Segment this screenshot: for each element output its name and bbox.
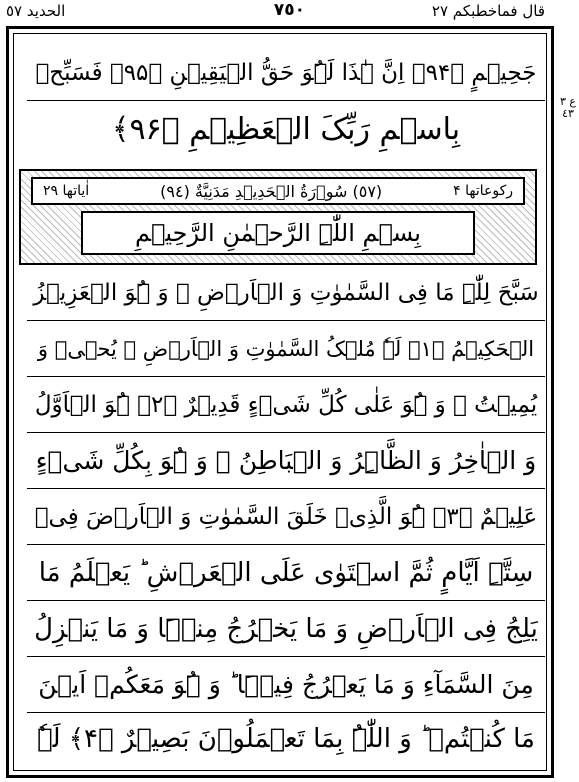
text-line: بِاسۡمِ رَبِّکَ الۡعَظِیۡمِ ﴿۹۶﴾ [111,111,461,147]
ayat-count: اٰیاتھا ۲۹ [43,183,90,199]
surah-reference: الحديد ٥٧ [6,2,66,20]
text-line: مَا کُنۡتُمۡ ؕ وَ اللّٰہُ بِمَا تَعۡمَلُوۡنَ بَصِیۡرٌ ﴿۴﴾ لَہٗ [37,724,535,754]
page-number: ٧٥٠ [273,0,306,20]
surah-name: (٥٧) سُوۡرَةُ الۡحَدِیۡدِ مَدَنِیَّةٌ (٩٤) [160,181,383,201]
bismillah: بِسۡمِ اللّٰہِ الرَّحۡمٰنِ الرَّحِیۡمِ [81,211,475,255]
ruku-margin-note: ع ٣ ٤٣ [560,95,576,120]
page-frame [6,26,554,778]
ruku-count: رکوعاتھا ۴ [453,183,513,199]
text-line: یَلِجُ فِی الۡاَرۡضِ وَ مَا یَخۡرُجُ مِنۡہَا وَ مَا یَنۡزِلُ [27,601,545,657]
page-header [0,0,579,22]
text-line: الۡحَکِیۡمُ ﴿۱﴾ لَہٗ مُلۡکُ السَّمٰوٰتِ وَ الۡاَرۡضِ ۚ یُحۡیٖ وَ [27,321,545,377]
text-line: سَبَّحَ لِلّٰہِ مَا فِی السَّمٰوٰتِ وَ الۡاَرۡضِ ۚ وَ ہُوَ الۡعَزِیۡزُ [27,265,545,321]
surah-title-bar [31,177,525,205]
text-line: جَحِیۡمٍ ﴿۹۴﴾ اِنَّ ہٰذَا لَہُوَ حَقُّ الۡیَقِیۡنِ ﴿۹۵﴾ فَسَبِّحۡ [27,45,545,101]
text-line: وَ الۡاٰخِرُ وَ الظَّاہِرُ وَ الۡبَاطِنُ ۚ وَ ہُوَ بِکُلِّ شَیۡءٍ [27,433,545,489]
text-line: مِنَ السَّمَآءِ وَ مَا یَعۡرُجُ فِیۡہَا ؕ وَ ہُوَ مَعَکُمۡ اَیۡنَ [27,657,545,713]
text-line: عَلِیۡمٌ ﴿۳﴾ ہُوَ الَّذِیۡ خَلَقَ السَّمٰوٰتِ وَ الۡاَرۡضَ فِیۡ [27,489,545,545]
surah-ornament [19,169,537,265]
juz-reference: قال فماخطبكم ٢٧ [431,2,545,20]
text-line: یُمِیۡتُ ۚ وَ ہُوَ عَلٰی کُلِّ شَیۡءٍ قَدِیۡرٌ ﴿۲﴾ ہُوَ الۡاَوَّلُ [27,377,545,433]
text-line: سِتَّۃِ اَیَّامٍ ثُمَّ اسۡتَوٰی عَلَی الۡعَرۡشِ ؕ یَعۡلَمُ مَا [27,545,545,601]
